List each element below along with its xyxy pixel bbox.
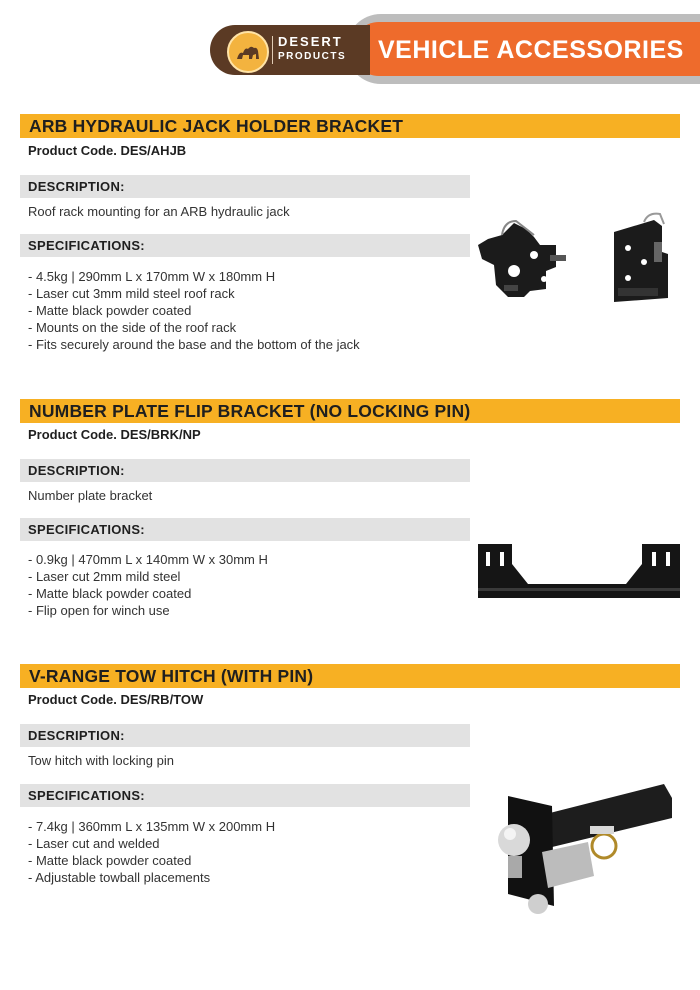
product-code: Product Code. DES/AHJB [28,143,187,158]
specifications-label: SPECIFICATIONS: [28,522,145,537]
specifications-list [28,551,268,619]
jack-bracket-image [474,215,584,310]
product-description: Roof rack mounting for an ARB hydraulic jack [28,204,290,219]
jack-bracket-side-image [604,212,680,307]
product-title: ARB HYDRAULIC JACK HOLDER BRACKET [29,116,404,136]
spec-item: - Matte black powder coated [28,303,192,318]
camel-logo-icon [227,31,269,73]
product-code: Product Code. DES/BRK/NP [28,427,201,442]
brand-name-line1: DESERT [278,34,343,49]
tow-hitch-image [478,776,678,926]
description-label: DESCRIPTION: [28,463,125,478]
spec-item: - Laser cut 3mm mild steel roof rack [28,286,235,301]
spec-item: - 4.5kg | 290mm L x 170mm W x 180mm H [28,269,276,284]
spec-item: - 7.4kg | 360mm L x 135mm W x 200mm H [28,819,276,834]
specifications-label: SPECIFICATIONS: [28,238,145,253]
description-label: DESCRIPTION: [28,728,125,743]
brand-name-line2: PRODUCTS [278,51,347,62]
specifications-list [28,268,360,353]
spec-item: - Mounts on the side of the roof rack [28,320,237,335]
product-title: V-RANGE TOW HITCH (WITH PIN) [29,666,314,686]
spec-item: - Matte black powder coated [28,586,192,601]
spec-item: - Adjustable towball placements [28,870,211,885]
product-title: NUMBER PLATE FLIP BRACKET (NO LOCKING PIN) [29,401,471,421]
product-code: Product Code. DES/RB/TOW [28,692,204,707]
spec-item: - Flip open for winch use [28,603,170,618]
spec-item: - Laser cut 2mm mild steel [28,569,181,584]
specifications-label: SPECIFICATIONS: [28,788,145,803]
product-description: Number plate bracket [28,488,153,503]
spec-item: - Laser cut and welded [28,836,160,851]
spec-item: - Fits securely around the base and the bottom of the jack [28,337,360,352]
spec-item: - 0.9kg | 470mm L x 140mm W x 30mm H [28,552,268,567]
product-description: Tow hitch with locking pin [28,753,174,768]
page-title: VEHICLE ACCESSORIES [378,36,684,64]
spec-item: - Matte black powder coated [28,853,192,868]
specifications-list [28,818,275,886]
logo-divider [272,36,273,64]
number-plate-bracket-image [476,540,682,604]
description-label: DESCRIPTION: [28,179,125,194]
